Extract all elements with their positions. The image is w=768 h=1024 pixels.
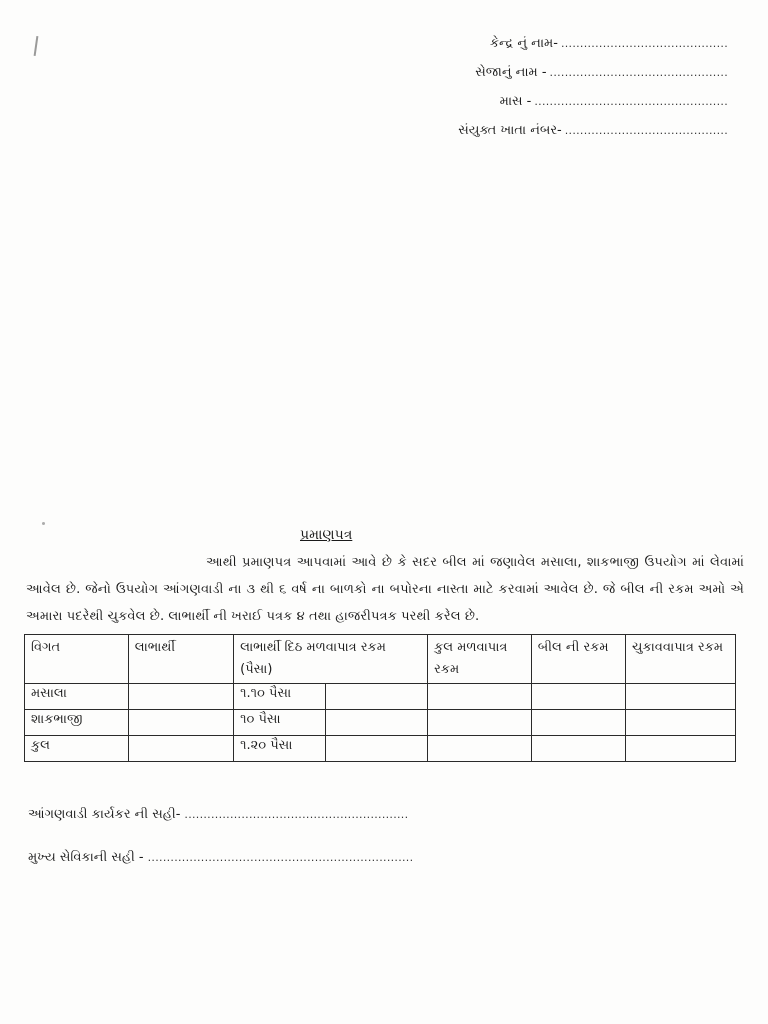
joint-account-label: સંયુક્ત ખાતા નંબર- bbox=[458, 123, 562, 138]
row-total-cell bbox=[428, 710, 532, 736]
certificate-title: પ્રમાણપત્ર bbox=[300, 527, 353, 543]
header-item: વિગત bbox=[25, 635, 129, 684]
certificate-text: આથી પ્રમાણપત્ર આપવામાં આવે છે કે સદર બીલ માં જણાવેલ મસાલા, શાકભાજી ઉપયોગ માં લેવામાં આવેલ છે. જેનો ઉપયોગ આંગણવાડી ના ૩ થી ૬ વર્ષ ના બાળકો ના બપોરના નાસ્તા માટે કરવામાં આવેલ છે. જે બીલ ની રકમ અમો એ અમારા પદરેથી ચુકવેલ છે. લાભાર્થી ની ખરાઈ પત્રક ૪ તથા હાજરીપત્રક પરથી કરેલ છે. bbox=[26, 555, 744, 624]
month-field bbox=[428, 94, 728, 123]
worker-signature-label: આંગણવાડી કાર્યકર ની સહી- bbox=[28, 807, 181, 822]
supervisor-signature-label: મુખ્ય સેવિકાની સહી - bbox=[28, 850, 144, 865]
joint-account-blank: ........................................... bbox=[564, 124, 728, 137]
row-rate-extra-cell bbox=[325, 736, 427, 762]
row-bill-cell bbox=[531, 736, 625, 762]
table-row bbox=[25, 710, 736, 736]
sector-name-field bbox=[428, 65, 728, 94]
header-rate-per-beneficiary: લાભાર્થી દિઠ મળવાપાત્ર રકમ (પૈસા) bbox=[234, 635, 428, 684]
row-rate-extra-cell bbox=[325, 710, 427, 736]
row-payable-cell bbox=[626, 684, 736, 710]
header-beneficiary: લાભાર્થી bbox=[128, 635, 233, 684]
row-beneficiary-cell bbox=[128, 684, 233, 710]
allowance-table bbox=[24, 634, 736, 762]
center-name-blank: ............................................ bbox=[560, 37, 728, 50]
worker-signature bbox=[28, 807, 408, 822]
sector-name-blank: ............................................... bbox=[549, 66, 728, 79]
row-item: કુલ bbox=[25, 736, 129, 762]
joint-account-field bbox=[428, 123, 728, 152]
row-rate: ૧.૧૦ પૈસા bbox=[234, 684, 325, 710]
header-bill-amount: બીલ ની રકમ bbox=[531, 635, 625, 684]
supervisor-signature-blank: ...................................................................... bbox=[147, 851, 414, 864]
table-header-row bbox=[25, 635, 736, 684]
scan-dot bbox=[42, 522, 45, 525]
certificate-body bbox=[26, 549, 744, 630]
supervisor-signature bbox=[28, 850, 413, 865]
row-payable-cell bbox=[626, 736, 736, 762]
header-total-eligible: કુલ મળવાપાત્ર રકમ bbox=[428, 635, 532, 684]
row-bill-cell bbox=[531, 710, 625, 736]
row-total-cell bbox=[428, 736, 532, 762]
row-rate: ૧૦ પૈસા bbox=[234, 710, 325, 736]
table-row bbox=[25, 736, 736, 762]
header-payable-amount: ચુકાવવાપાત્ર રકમ bbox=[626, 635, 736, 684]
sector-name-label: સેજાનું નામ - bbox=[475, 65, 547, 80]
row-bill-cell bbox=[531, 684, 625, 710]
worker-signature-blank: ........................................................... bbox=[184, 808, 409, 821]
center-name-label: કેન્દ્ર નું નામ- bbox=[489, 36, 558, 51]
row-total-cell bbox=[428, 684, 532, 710]
row-beneficiary-cell bbox=[128, 736, 233, 762]
row-rate: ૧.૨૦ પૈસા bbox=[234, 736, 325, 762]
row-beneficiary-cell bbox=[128, 710, 233, 736]
row-item: મસાલા bbox=[25, 684, 129, 710]
scan-mark bbox=[34, 36, 39, 56]
month-blank: ................................................... bbox=[534, 95, 728, 108]
header-fields bbox=[428, 36, 728, 152]
row-payable-cell bbox=[626, 710, 736, 736]
center-name-field bbox=[428, 36, 728, 65]
table-row bbox=[25, 684, 736, 710]
row-rate-extra-cell bbox=[325, 684, 427, 710]
month-label: માસ - bbox=[499, 94, 532, 109]
row-item: શાકભાજી bbox=[25, 710, 129, 736]
